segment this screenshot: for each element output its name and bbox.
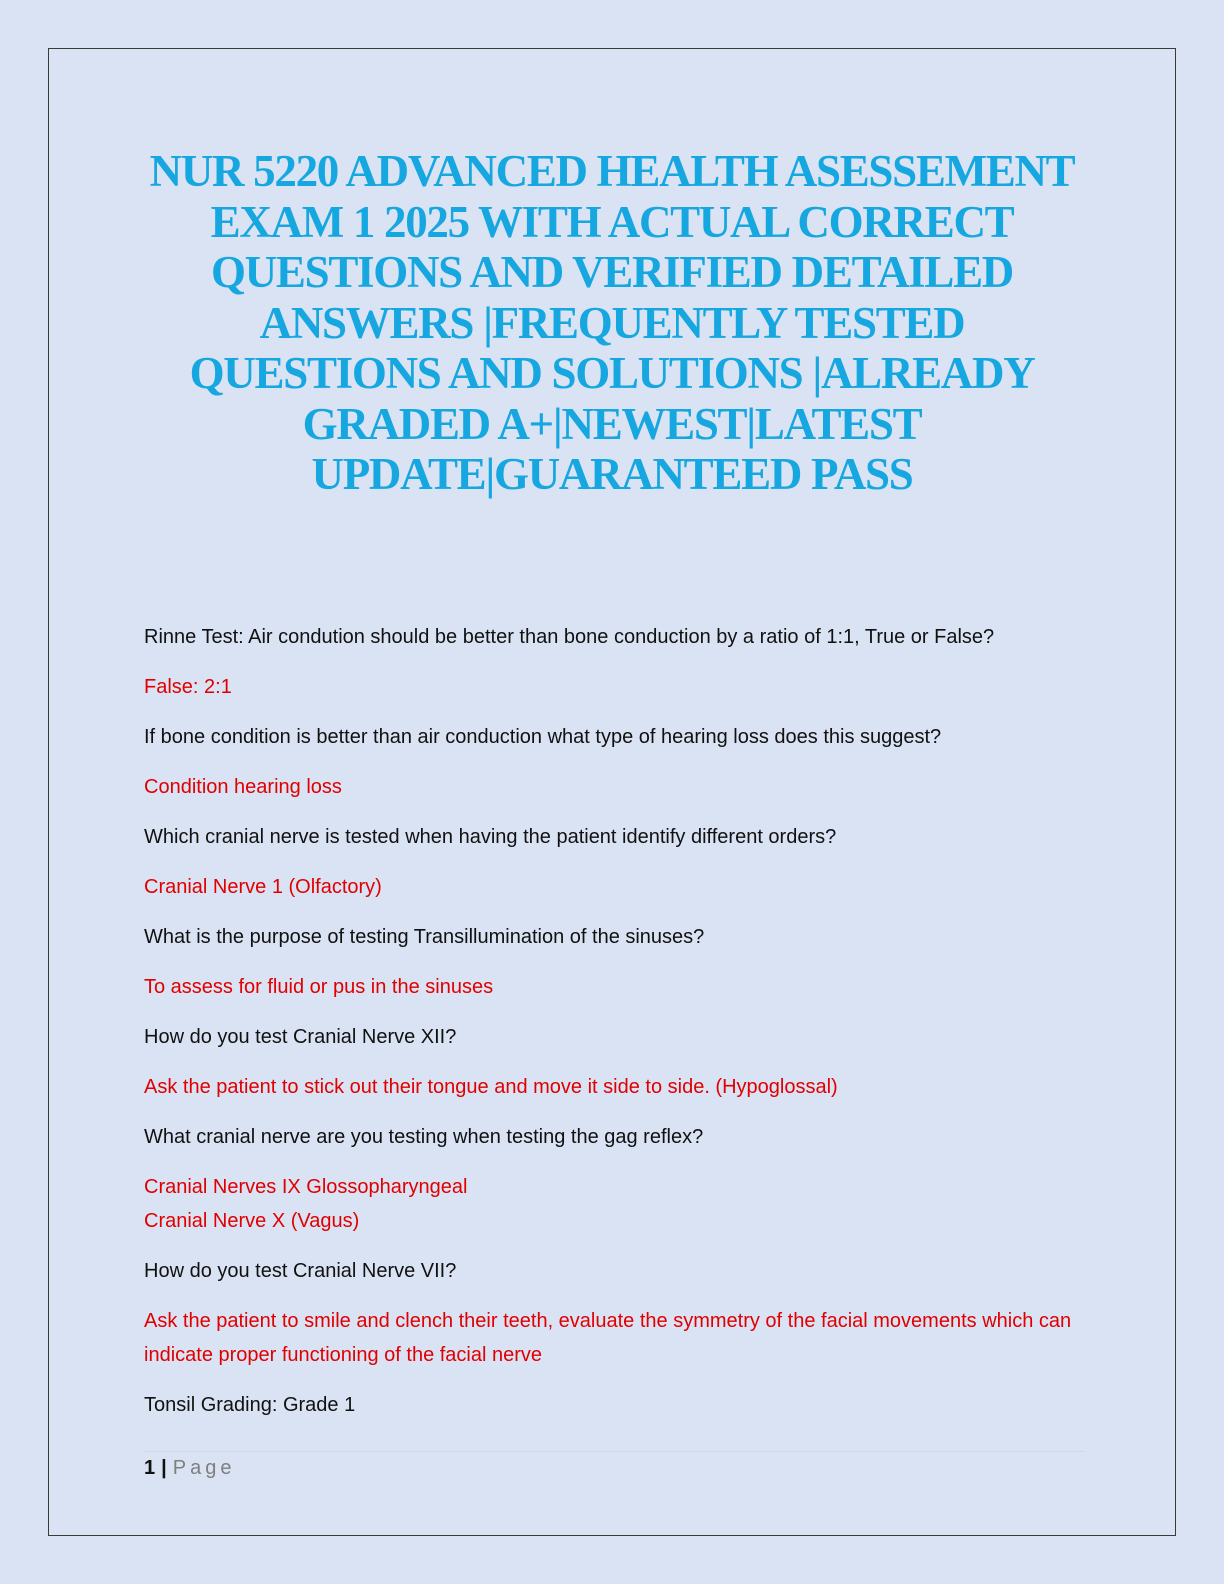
answer-line: Cranial Nerve X (Vagus) (144, 1210, 360, 1232)
qa-list (144, 620, 1084, 1438)
document-title (100, 146, 1124, 500)
footer-separator: | (161, 1457, 167, 1479)
page-label: Page (172, 1457, 236, 1479)
answer: Condition hearing loss (144, 776, 342, 798)
question: What is the purpose of testing Transillumination of the sinuses? (144, 926, 705, 948)
answer: Cranial Nerve 1 (Olfactory) (144, 876, 382, 898)
answer (144, 1170, 1084, 1238)
title-line: UPDATE|GUARANTEED PASS (311, 449, 913, 499)
title-line: GRADED A+|NEWEST|LATEST (302, 398, 922, 449)
question: Which cranial nerve is tested when having the patient identify different orders? (144, 826, 837, 848)
page-footer (144, 1455, 235, 1481)
answer-line: Cranial Nerves IX Glossopharyngeal (144, 1176, 468, 1198)
question: How do you test Cranial Nerve VII? (144, 1260, 457, 1282)
title-line: EXAM 1 2025 WITH ACTUAL CORRECT (210, 196, 1014, 247)
answer: To assess for fluid or pus in the sinuses (144, 976, 494, 998)
answer: Ask the patient to smile and clench their teeth, evaluate the symmetry of the facial movements which can indicate proper functioning of the facial nerve (144, 1310, 1072, 1366)
title-line: QUESTIONS AND SOLUTIONS |ALREADY (189, 348, 1035, 398)
question: How do you test Cranial Nerve XII? (144, 1026, 457, 1048)
page-number: 1 (144, 1457, 156, 1479)
question: If bone condition is better than air conduction what type of hearing loss does this suggest? (144, 726, 942, 748)
title-line: ANSWERS |FREQUENTLY TESTED (259, 297, 965, 348)
question: Tonsil Grading: Grade 1 (144, 1394, 356, 1416)
title-line: NUR 5220 ADVANCED HEALTH ASESSEMENT (149, 146, 1075, 196)
title-line: QUESTIONS AND VERIFIED DETAILED (210, 247, 1013, 297)
question: What cranial nerve are you testing when testing the gag reflex? (144, 1126, 704, 1148)
answer: False: 2:1 (144, 676, 232, 698)
answer: Ask the patient to stick out their tongue and move it side to side. (Hypoglossal) (144, 1076, 838, 1098)
footer-divider (144, 1451, 1084, 1452)
question: Rinne Test: Air condution should be better than bone conduction by a ratio of 1:1, True or False? (144, 626, 995, 648)
